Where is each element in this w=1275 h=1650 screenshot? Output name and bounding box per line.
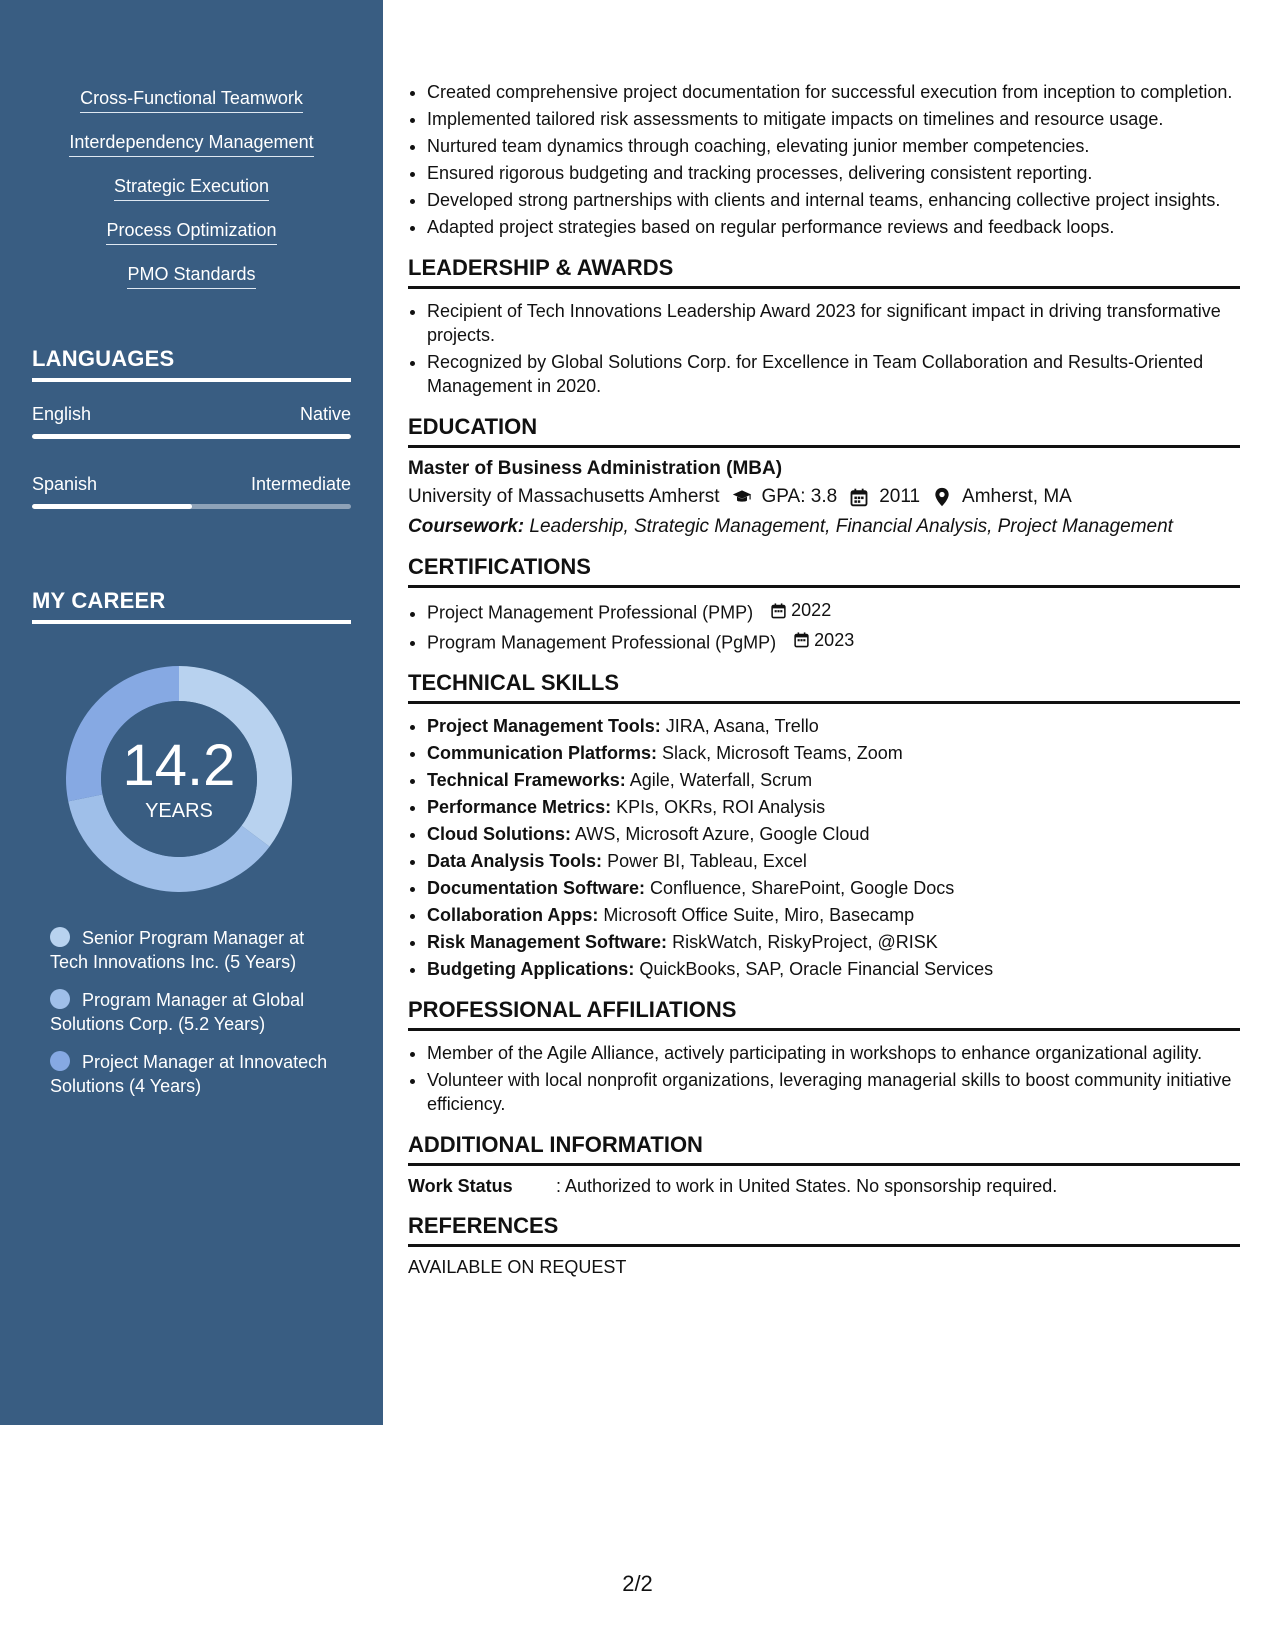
list-item: [427, 795, 1240, 819]
skill-item: Strategic Execution: [114, 174, 269, 201]
skill-value: RiskWatch, RiskyProject, @RISK: [672, 932, 938, 952]
work-status-label: Work Status: [408, 1176, 513, 1196]
list-item: [427, 930, 1240, 954]
references-text: AVAILABLE ON REQUEST: [408, 1257, 627, 1277]
education-year: 2011: [879, 486, 921, 507]
list-item: • Implemented tailored risk assessments to mitigate impacts on timelines and resource usage.: [427, 107, 1240, 131]
skill-label: Documentation Software:: [427, 878, 646, 898]
list-item: • Member of the Agile Alliance, actively participating in workshops to enhance organizational agility.: [427, 1041, 1240, 1065]
coursework-label: Coursework:: [408, 516, 525, 537]
career-total: 14.2: [122, 733, 236, 798]
career-legend-text: Program Manager at Global Solutions Corp. (5.2 Years): [50, 990, 305, 1034]
language-level: Intermediate: [250, 474, 351, 494]
language-row-english: [32, 404, 351, 425]
calendar-icon: [793, 631, 810, 648]
certification-year-wrap: [781, 628, 854, 652]
experience-bullets: [408, 80, 1240, 239]
education-gpa: GPA: 3.8: [761, 486, 838, 507]
section-title-certifications: CERTIFICATIONS: [408, 554, 1240, 588]
affiliations-list: [408, 1041, 1240, 1116]
coursework-value: Leadership, Strategic Management, Financial Analysis, Project Management: [529, 516, 1173, 537]
list-item: [427, 741, 1240, 765]
calendar-icon: [849, 487, 869, 507]
section-title-affiliations: PROFESSIONAL AFFILIATIONS: [408, 997, 1240, 1031]
career-legend-item: [50, 988, 330, 1036]
calendar-icon: [770, 602, 787, 619]
skill-value: JIRA, Asana, Trello: [665, 716, 819, 736]
skill-item: Cross-Functional Teamwork: [80, 86, 303, 113]
list-item: • Created comprehensive project documentation for successful execution from inception to completion.: [427, 80, 1240, 104]
skill-value: Power BI, Tableau, Excel: [607, 851, 807, 871]
list-item: [427, 957, 1240, 981]
skill-value: Microsoft Office Suite, Miro, Basecamp: [603, 905, 915, 925]
sidebar: [0, 0, 383, 1425]
list-item: [427, 598, 1240, 625]
certification-name: Project Management Professional (PMP): [427, 602, 754, 623]
languages-heading: LANGUAGES: [32, 346, 351, 382]
list-item: • Adapted project strategies based on regular performance reviews and feedback loops.: [427, 215, 1240, 239]
list-item: • Recipient of Tech Innovations Leadership Award 2023 for significant impact in driving transformative projects.: [427, 299, 1240, 347]
section-title-additional: ADDITIONAL INFORMATION: [408, 1132, 1240, 1166]
list-item: [427, 876, 1240, 900]
list-item: [427, 903, 1240, 927]
skill-value: Confluence, SharePoint, Google Docs: [650, 878, 955, 898]
education-degree: Master of Business Administration (MBA): [408, 458, 783, 479]
section-title-leadership: LEADERSHIP & AWARDS: [408, 255, 1240, 289]
education-details: [408, 486, 1240, 508]
career-legend-item: [50, 926, 330, 974]
list-item: [427, 628, 1240, 655]
skill-item: Interdependency Management: [69, 130, 313, 157]
skill-label: Data Analysis Tools:: [427, 851, 603, 871]
career-heading: MY CAREER: [32, 588, 351, 624]
list-item: [427, 768, 1240, 792]
technical-skills-list: [408, 714, 1240, 981]
skill-label: Budgeting Applications:: [427, 959, 635, 979]
work-status-value: : Authorized to work in United States. No sponsorship required.: [556, 1176, 1058, 1196]
skill-label: Cloud Solutions:: [427, 824, 571, 844]
language-bar-spanish: [32, 504, 351, 509]
skill-value: Slack, Microsoft Teams, Zoom: [662, 743, 903, 763]
career-legend-text: Senior Program Manager at Tech Innovations Inc. (5 Years): [50, 928, 305, 972]
section-title-education: EDUCATION: [408, 414, 1240, 448]
skill-value: AWS, Microsoft Azure, Google Cloud: [575, 824, 870, 844]
skill-value: KPIs, OKRs, ROI Analysis: [616, 797, 826, 817]
work-status-row: [408, 1176, 1240, 1197]
skill-item: Process Optimization: [106, 218, 276, 245]
education-location: Amherst, MA: [962, 486, 1072, 507]
career-legend: [50, 926, 330, 1112]
language-bar-fill: [32, 434, 351, 439]
certification-year: 2023: [814, 629, 855, 650]
legend-dot-icon: [50, 989, 70, 1009]
list-item: • Developed strong partnerships with clients and internal teams, enhancing collective project insights.: [427, 188, 1240, 212]
skill-label: Project Management Tools:: [427, 716, 661, 736]
skill-label: Technical Frameworks:: [427, 770, 626, 790]
graduation-cap-icon: [732, 487, 752, 507]
language-level: Native: [299, 404, 351, 424]
list-item: • Volunteer with local nonprofit organizations, leveraging managerial skills to boost community initiative efficiency.: [427, 1068, 1240, 1116]
skill-item: PMO Standards: [127, 262, 255, 289]
list-item: • Nurtured team dynamics through coaching, elevating junior member competencies.: [427, 134, 1240, 158]
legend-dot-icon: [50, 927, 70, 947]
education-school: University of Massachusetts Amherst: [408, 486, 720, 507]
skill-label: Risk Management Software:: [427, 932, 668, 952]
skill-label: Collaboration Apps:: [427, 905, 599, 925]
list-item: [427, 822, 1240, 846]
language-bar-fill: [32, 504, 192, 509]
skill-label: Communication Platforms:: [427, 743, 658, 763]
certification-year: 2022: [791, 600, 832, 620]
language-name: English: [32, 404, 92, 424]
career-legend-item: [50, 1050, 330, 1098]
education-coursework: [408, 516, 1240, 538]
language-bar-english: [32, 434, 351, 439]
list-item: • Recognized by Global Solutions Corp. for Excellence in Team Collaboration and Results-Oriented Management in 2020.: [427, 350, 1240, 398]
page-number: 2/2: [622, 1571, 653, 1596]
location-pin-icon: [932, 487, 952, 507]
language-row-spanish: [32, 474, 351, 495]
skill-value: QuickBooks, SAP, Oracle Financial Services: [639, 959, 994, 979]
list-item: [427, 849, 1240, 873]
certifications-list: [408, 598, 1240, 654]
certification-name: Program Management Professional (PgMP): [427, 632, 777, 652]
leadership-list: [408, 299, 1240, 398]
skill-value: Agile, Waterfall, Scrum: [629, 770, 813, 790]
main-content: [408, 80, 1240, 1278]
list-item: • Ensured rigorous budgeting and tracking processes, delivering consistent reporting.: [427, 161, 1240, 185]
language-name: Spanish: [32, 474, 98, 494]
career-legend-text: Project Manager at Innovatech Solutions (4 Years): [50, 1052, 328, 1096]
career-unit: YEARS: [145, 800, 213, 822]
section-title-references: REFERENCES: [408, 1213, 1240, 1247]
certification-year-wrap: [758, 598, 831, 622]
skill-label: Performance Metrics:: [427, 797, 612, 817]
skills-list: [0, 86, 383, 306]
list-item: [427, 714, 1240, 738]
legend-dot-icon: [50, 1051, 70, 1071]
section-title-technical-skills: TECHNICAL SKILLS: [408, 670, 1240, 704]
